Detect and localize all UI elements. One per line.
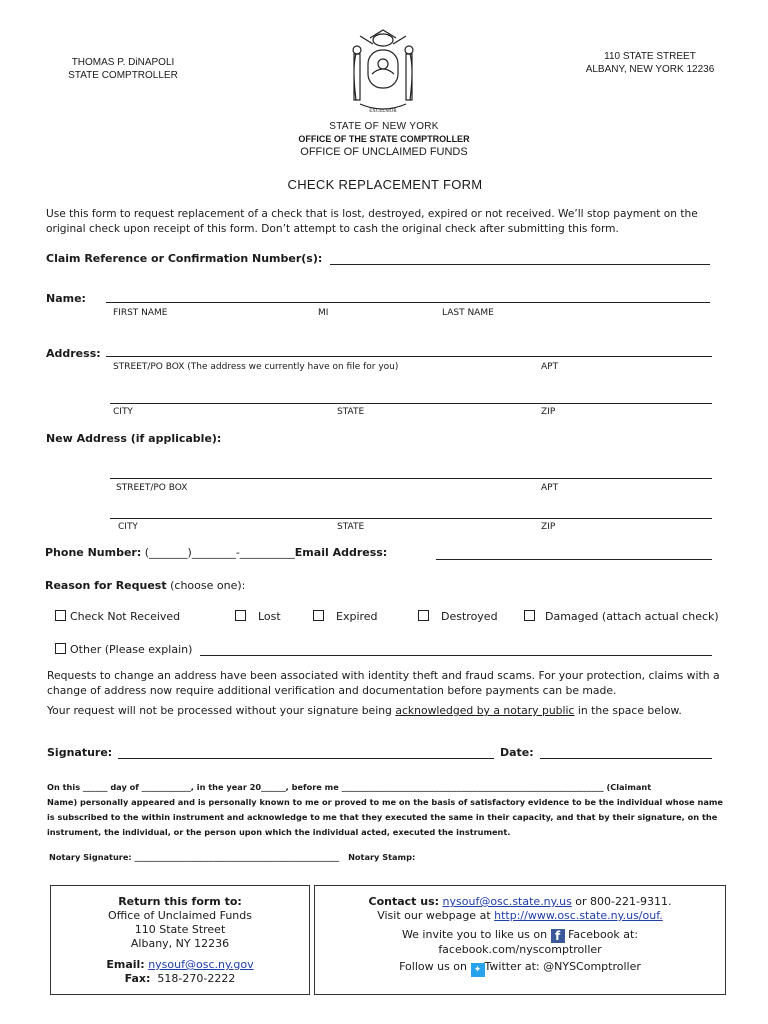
- notary-signature-row: [49, 850, 415, 865]
- option-label: Damaged (attach actual check): [545, 610, 719, 623]
- checkbox-icon[interactable]: [524, 610, 535, 621]
- address-apt-caption: APT: [541, 362, 559, 372]
- web-link[interactable]: http://www.osc.state.ny.us/ouf.: [494, 909, 663, 922]
- notary-text-line: instrument, the individual, or the person upon which the individual acted, executed the instrument.: [47, 827, 511, 837]
- twitter-pre: Follow us on: [399, 960, 471, 973]
- name-field[interactable]: [106, 302, 710, 303]
- facebook-url: facebook.com/nyscomptroller: [438, 943, 602, 956]
- mi-caption: MI: [318, 308, 329, 318]
- date-label: Date:: [500, 746, 534, 759]
- address-zip-caption: ZIP: [541, 407, 556, 417]
- office-name: OFFICE OF THE STATE COMPTROLLER: [298, 134, 470, 144]
- checkbox-icon[interactable]: [418, 610, 429, 621]
- option-label: Destroyed: [441, 610, 498, 623]
- comptroller-name-block: [48, 56, 198, 82]
- notary-acknowledgment: [47, 780, 747, 840]
- other-explain-field[interactable]: [200, 655, 712, 656]
- option-other[interactable]: [55, 643, 192, 656]
- return-email-label: Email:: [106, 958, 145, 971]
- last-name-caption: LAST NAME: [442, 308, 494, 318]
- return-address-box: [50, 885, 310, 995]
- checkbox-icon[interactable]: [55, 610, 66, 621]
- option-expired[interactable]: [313, 610, 378, 623]
- option-label: Expired: [336, 610, 378, 623]
- new-address-street-field[interactable]: [110, 478, 712, 479]
- checkbox-icon[interactable]: [313, 610, 324, 621]
- office-city: ALBANY, NEW YORK 12236: [585, 64, 715, 75]
- contact-label: Contact us:: [368, 895, 440, 908]
- office-address-block: [570, 50, 730, 76]
- new-address-state-caption: STATE: [337, 522, 365, 532]
- office-heading: [250, 120, 518, 159]
- contact-email-link[interactable]: nysouf@osc.state.ny.us: [442, 895, 572, 908]
- new-address-city-field[interactable]: [110, 518, 712, 519]
- notary-text-line: is subscribed to the within instrument and acknowledge to me that they executed the same in their capacity, and that by their signature, on the: [47, 812, 718, 822]
- claim-reference-field[interactable]: [330, 264, 710, 265]
- comptroller-name: THOMAS P. DiNAPOLI: [71, 57, 175, 68]
- return-line: 110 State Street: [134, 923, 226, 936]
- email-label: Email Address:: [294, 546, 388, 559]
- address-street-caption: STREET/PO BOX (The address we currently have on file for you): [113, 362, 399, 372]
- new-address-label: New Address (if applicable):: [46, 432, 222, 445]
- office-street: 110 STATE STREET: [604, 51, 696, 62]
- state-seal-icon: [330, 24, 436, 120]
- checkbox-icon[interactable]: [55, 643, 66, 654]
- address-city-caption: CITY: [113, 407, 133, 417]
- return-fax-label: Fax:: [124, 972, 151, 985]
- checkbox-icon[interactable]: [235, 610, 246, 621]
- address-state-caption: STATE: [337, 407, 365, 417]
- notary-notice-pre: Your request will not be processed without your signature being: [47, 704, 396, 717]
- email-field[interactable]: [436, 559, 712, 560]
- claim-reference-label: Claim Reference or Confirmation Number(s):: [46, 252, 323, 265]
- fraud-notice: Requests to change an address have been associated with identity theft and fraud scams. For your protection, claims with a change of address now require additional verification and documentation before payments can be made.: [47, 669, 720, 697]
- form-title: CHECK REPLACEMENT FORM: [287, 177, 483, 192]
- new-address-street-caption: STREET/PO BOX: [116, 483, 188, 493]
- new-address-zip-caption: ZIP: [541, 522, 556, 532]
- first-name-caption: FIRST NAME: [113, 308, 168, 318]
- contact-box: [314, 885, 726, 995]
- notary-signature-label: Notary Signature:: [49, 852, 132, 862]
- notary-notice-post: in the space below.: [574, 704, 682, 717]
- notary-signature-field[interactable]: __________________________________________________: [134, 852, 340, 862]
- notary-notice-emphasis: acknowledged by a notary public: [395, 704, 575, 717]
- twitter-icon[interactable]: ✦: [471, 963, 485, 977]
- phone-email-row: [45, 546, 387, 559]
- reason-hint: (choose one):: [170, 579, 246, 592]
- option-lost[interactable]: [235, 610, 281, 623]
- signature-label: Signature:: [47, 746, 113, 759]
- twitter-post: Twitter at: @NYSComptroller: [484, 960, 641, 973]
- option-check-not-received[interactable]: [55, 610, 180, 623]
- new-address-apt-caption: APT: [541, 483, 559, 493]
- comptroller-title-text: STATE COMPTROLLER: [68, 70, 178, 81]
- svg-text:EXCELSIOR: EXCELSIOR: [369, 109, 397, 114]
- option-label: Check Not Received: [70, 610, 181, 623]
- notary-stamp-label: Notary Stamp:: [348, 852, 416, 862]
- return-heading: Return this form to:: [118, 895, 242, 908]
- notary-text-line: Name) personally appeared and is personally known to me or proved to me on the basis of satisfactory evidence to be the individual whose name: [47, 797, 723, 807]
- new-address-city-caption: CITY: [118, 522, 138, 532]
- address-street-field[interactable]: [106, 356, 712, 357]
- phone-field[interactable]: (_______)________-__________: [144, 546, 295, 559]
- signature-field[interactable]: [118, 758, 494, 759]
- web-pre: Visit our webpage at: [377, 909, 495, 922]
- phone-label: Phone Number:: [45, 546, 142, 559]
- state-name: STATE OF NEW YORK: [329, 121, 439, 132]
- address-label: Address:: [46, 347, 101, 360]
- facebook-pre: We invite you to like us on: [401, 928, 551, 941]
- facebook-post: Facebook at:: [564, 928, 639, 941]
- return-line: Albany, NY 12236: [130, 937, 230, 950]
- intro-text: Use this form to request replacement of a check that is lost, destroyed, expired or not received. We’ll stop payment on the original check upon receipt of this form. Don’t attempt to cash the original check after submitting this form.: [46, 208, 698, 235]
- contact-phone: or 800-221-9311.: [571, 895, 672, 908]
- reason-heading: [45, 579, 245, 592]
- notary-text-line: On this ______ day of ____________, in the year 20______, before me ________________________________________________________________ (Claimant: [47, 782, 652, 792]
- address-city-field[interactable]: [110, 403, 712, 404]
- option-damaged[interactable]: [524, 610, 719, 623]
- notary-notice: [47, 704, 737, 719]
- option-destroyed[interactable]: [418, 610, 498, 623]
- date-field[interactable]: [540, 758, 712, 759]
- facebook-icon[interactable]: f: [551, 929, 565, 943]
- option-label: Lost: [258, 610, 281, 623]
- return-line: Office of Unclaimed Funds: [108, 909, 252, 922]
- reason-label: Reason for Request: [45, 579, 167, 592]
- division-name: OFFICE OF UNCLAIMED FUNDS: [300, 146, 468, 158]
- option-label: Other (Please explain): [70, 643, 193, 656]
- name-label: Name:: [46, 292, 86, 305]
- return-fax-number: 518-270-2222: [157, 972, 236, 985]
- return-email-link[interactable]: nysouf@osc.ny.gov: [148, 958, 254, 971]
